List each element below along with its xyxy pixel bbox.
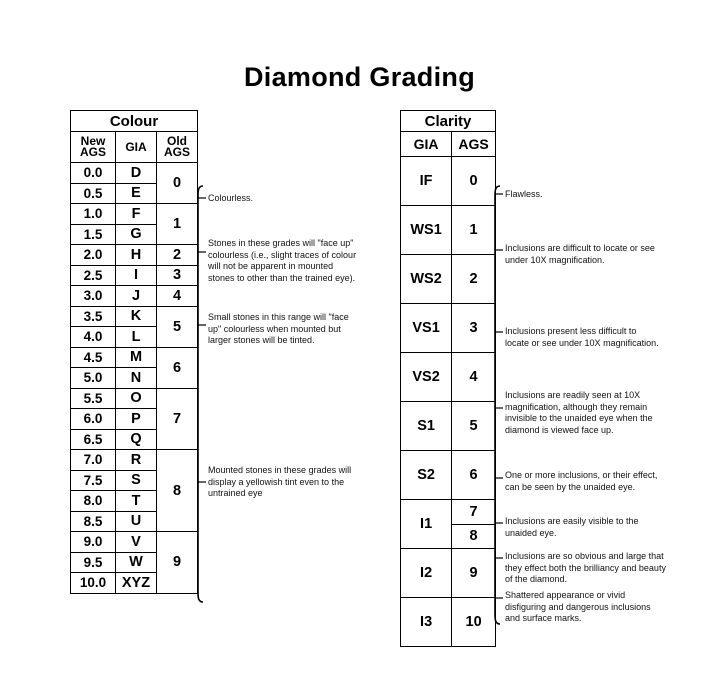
colour-new-ags-cell: 8.0 xyxy=(71,491,116,512)
colour-new-ags-cell: 9.0 xyxy=(71,532,116,553)
colour-new-ags-cell: 7.0 xyxy=(71,450,116,471)
clarity-note-obvious-large: Inclusions are so obvious and large that they effect both the brilliancy and beauty of the diamond. xyxy=(505,551,666,584)
colour-gia-cell: F xyxy=(116,204,157,225)
clarity-gia-cell: S1 xyxy=(401,402,452,451)
clarity-ags-cell: 9 xyxy=(452,549,496,598)
clarity-ags-cell: 7 xyxy=(452,500,496,525)
clarity-gia-cell: WS1 xyxy=(401,206,452,255)
colour-brace xyxy=(198,186,203,602)
colour-table xyxy=(70,110,198,594)
table-row xyxy=(71,450,198,471)
colour-subheader-gia: GIA xyxy=(116,132,157,163)
clarity-gia-cell: IF xyxy=(401,157,452,206)
colour-new-ags-cell: 2.5 xyxy=(71,265,116,286)
colour-gia-cell: I xyxy=(116,265,157,286)
colour-old-ags-cell: 7 xyxy=(157,388,198,450)
table-row xyxy=(401,157,496,206)
colour-note-yellowish-tint: Mounted stones in these grades will display a yellowish tint even to the untrained eye xyxy=(208,465,352,498)
colour-gia-cell: U xyxy=(116,511,157,532)
colour-gia-cell: P xyxy=(116,409,157,430)
table-row xyxy=(401,598,496,647)
colour-old-ags-cell: 4 xyxy=(157,286,198,307)
clarity-table-subheader-row xyxy=(401,132,496,157)
table-row xyxy=(401,549,496,598)
colour-new-ags-cell: 2.0 xyxy=(71,245,116,266)
colour-new-ags-cell: 10.0 xyxy=(71,573,116,594)
clarity-note-readily-seen: Inclusions are readily seen at 10X magnification, although they remain invisible to the unaided eye when the diamond is viewed face up. xyxy=(505,390,653,435)
colour-gia-cell: XYZ xyxy=(116,573,157,594)
colour-new-ags-cell: 7.5 xyxy=(71,470,116,491)
table-row xyxy=(401,402,496,451)
clarity-gia-cell: VS1 xyxy=(401,304,452,353)
table-row xyxy=(401,304,496,353)
colour-gia-cell: J xyxy=(116,286,157,307)
colour-old-ags-cell: 3 xyxy=(157,265,198,286)
colour-gia-cell: G xyxy=(116,224,157,245)
colour-new-ags-cell: 4.0 xyxy=(71,327,116,348)
clarity-ags-cell: 6 xyxy=(452,451,496,500)
clarity-subheader-gia: GIA xyxy=(401,132,452,157)
colour-table-header: Colour xyxy=(71,111,198,132)
clarity-ags-cell: 1 xyxy=(452,206,496,255)
colour-gia-cell: K xyxy=(116,306,157,327)
table-row xyxy=(71,163,198,184)
clarity-ags-cell: 8 xyxy=(452,524,496,549)
colour-gia-cell: H xyxy=(116,245,157,266)
colour-old-ags-cell: 6 xyxy=(157,347,198,388)
clarity-ags-cell: 3 xyxy=(452,304,496,353)
clarity-gia-cell: S2 xyxy=(401,451,452,500)
colour-new-ags-cell: 9.5 xyxy=(71,552,116,573)
table-row xyxy=(71,265,198,286)
colour-new-ags-cell: 5.0 xyxy=(71,368,116,389)
table-row xyxy=(71,388,198,409)
clarity-subheader-ags: AGS xyxy=(452,132,496,157)
colour-gia-cell: N xyxy=(116,368,157,389)
colour-gia-cell: R xyxy=(116,450,157,471)
table-row xyxy=(401,353,496,402)
colour-old-ags-cell: 2 xyxy=(157,245,198,266)
colour-new-ags-cell: 0.5 xyxy=(71,183,116,204)
colour-gia-cell: W xyxy=(116,552,157,573)
table-row xyxy=(401,500,496,525)
clarity-table-header: Clarity xyxy=(401,111,496,132)
table-row xyxy=(71,245,198,266)
table-row xyxy=(71,347,198,368)
clarity-note-unaided-eye: One or more inclusions, or their effect, can be seen by the unaided eye. xyxy=(505,470,658,492)
colour-gia-cell: L xyxy=(116,327,157,348)
table-row xyxy=(71,286,198,307)
colour-subheader-old-ags: Old AGS xyxy=(157,132,198,163)
clarity-note-shattered: Shattered appearance or vivid disfiguring and dangerous inclusions and surface marks. xyxy=(505,590,651,623)
colour-new-ags-cell: 1.0 xyxy=(71,204,116,225)
colour-old-ags-cell: 0 xyxy=(157,163,198,204)
colour-new-ags-cell: 4.5 xyxy=(71,347,116,368)
clarity-note-easily-visible: Inclusions are easily visible to the unaided eye. xyxy=(505,516,639,538)
colour-gia-cell: Q xyxy=(116,429,157,450)
colour-new-ags-cell: 5.5 xyxy=(71,388,116,409)
clarity-gia-cell: WS2 xyxy=(401,255,452,304)
colour-subheader-new-ags: New AGS xyxy=(71,132,116,163)
clarity-ags-cell: 4 xyxy=(452,353,496,402)
table-row xyxy=(401,255,496,304)
clarity-gia-cell: I2 xyxy=(401,549,452,598)
clarity-note-less-difficult: Inclusions present less difficult to locate or see under 10X magnification. xyxy=(505,326,659,348)
colour-table-header-row xyxy=(71,111,198,132)
clarity-ags-cell: 0 xyxy=(452,157,496,206)
table-row xyxy=(401,451,496,500)
colour-new-ags-cell: 6.0 xyxy=(71,409,116,430)
colour-new-ags-cell: 0.0 xyxy=(71,163,116,184)
colour-new-ags-cell: 1.5 xyxy=(71,224,116,245)
table-row xyxy=(71,306,198,327)
colour-old-ags-cell: 1 xyxy=(157,204,198,245)
clarity-gia-cell: I3 xyxy=(401,598,452,647)
clarity-ags-cell: 10 xyxy=(452,598,496,647)
clarity-table-header-row xyxy=(401,111,496,132)
colour-new-ags-cell: 3.5 xyxy=(71,306,116,327)
colour-old-ags-cell: 8 xyxy=(157,450,198,532)
colour-note-colourless: Colourless. xyxy=(208,193,254,203)
colour-gia-cell: M xyxy=(116,347,157,368)
colour-table-subheader-row xyxy=(71,132,198,163)
colour-old-ags-cell: 5 xyxy=(157,306,198,347)
clarity-note-difficult-to-locate: Inclusions are difficult to locate or see under 10X magnification. xyxy=(505,243,655,265)
clarity-gia-cell: VS2 xyxy=(401,353,452,402)
colour-note-face-up-colourless: Stones in these grades will "face up" colourless (i.e., slight traces of colour will not be apparent in mounted stones to other than the trained eye). xyxy=(208,238,357,283)
clarity-table xyxy=(400,110,496,647)
colour-new-ags-cell: 3.0 xyxy=(71,286,116,307)
clarity-ags-cell: 5 xyxy=(452,402,496,451)
colour-gia-cell: O xyxy=(116,388,157,409)
clarity-gia-cell: I1 xyxy=(401,500,452,549)
colour-gia-cell: S xyxy=(116,470,157,491)
colour-gia-cell: V xyxy=(116,532,157,553)
colour-gia-cell: E xyxy=(116,183,157,204)
colour-gia-cell: T xyxy=(116,491,157,512)
table-row xyxy=(401,206,496,255)
colour-note-small-stones: Small stones in this range will "face up" colourless when mounted but larger stones will be tinted. xyxy=(208,312,349,345)
colour-old-ags-cell: 9 xyxy=(157,532,198,594)
page-title: Diamond Grading xyxy=(243,62,475,92)
clarity-note-flawless: Flawless. xyxy=(505,189,543,199)
clarity-ags-cell: 2 xyxy=(452,255,496,304)
table-row xyxy=(71,204,198,225)
colour-gia-cell: D xyxy=(116,163,157,184)
table-row xyxy=(71,532,198,553)
colour-new-ags-cell: 8.5 xyxy=(71,511,116,532)
colour-new-ags-cell: 6.5 xyxy=(71,429,116,450)
